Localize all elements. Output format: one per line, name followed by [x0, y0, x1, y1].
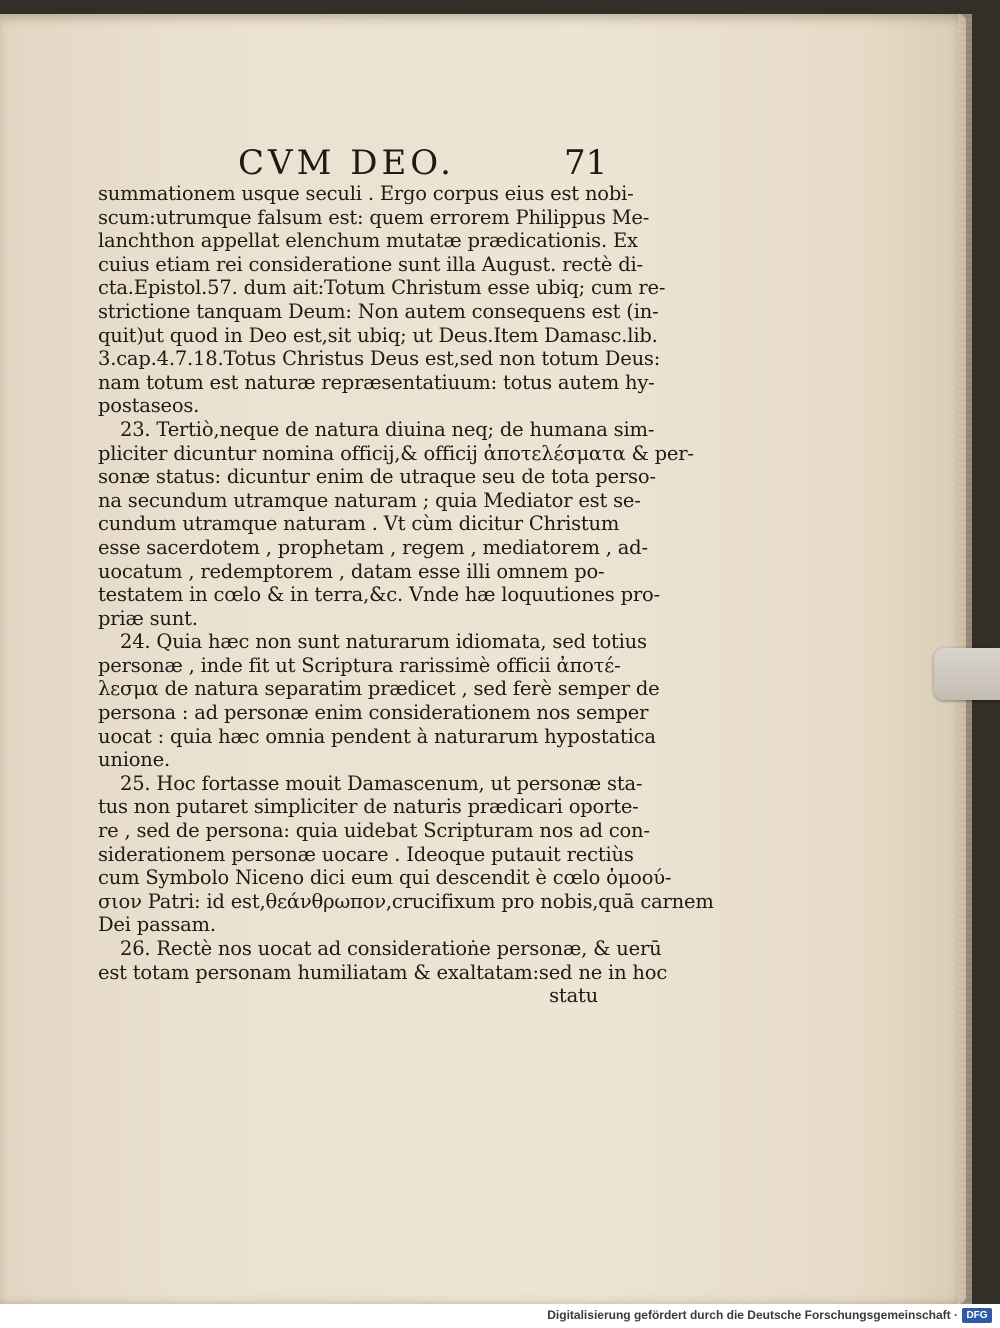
paragraph-26-start: 26. Rectè nos uocat ad consideratioṅe personæ, & uerū — [120, 937, 662, 960]
text-line: testatem in cœlo & in terra,&c. Vnde hæ loquutiones pro- — [98, 583, 660, 607]
text-line: scum:utrumque falsum est: quem errorem Philippus Me- — [98, 205, 650, 229]
text-line: sonæ status: dicuntur enim de utraque seu de tota perso- — [98, 465, 656, 489]
text-line: persona : ad personæ enim considerationem nos semper — [98, 701, 649, 725]
text-line: postaseos. — [98, 394, 200, 418]
paragraph-25-start: 25. Hoc fortasse mouit Damascenum, ut personæ sta- — [120, 771, 643, 795]
text-line: na secundum utramque naturam ; quia Mediator est se- — [98, 488, 641, 512]
text-line: priæ sunt. — [98, 606, 198, 630]
page-number: 71 — [564, 143, 608, 183]
text-line: est totam personam humiliatam & exaltatam:sed ne in hoc — [98, 960, 668, 984]
text-line: σιον Patri: id est,θεάνθρωπον,crucifixum pro nobis,quā carnem — [98, 889, 714, 913]
text-line: quit)ut quod in Deo est,sit ubiq; ut Deus.Item Damasc.lib. — [98, 323, 658, 347]
text-line: cuius etiam rei consideratione sunt illa August. rectè di- — [98, 252, 643, 276]
text-line: lanchthon appellat elenchum mutatæ prædicationis. Ex — [98, 229, 638, 253]
page-header — [238, 143, 618, 183]
text-line: strictione tanquam Deum: Non autem consequens est (in- — [98, 299, 659, 323]
digitization-footer — [0, 1304, 1000, 1328]
text-line: uocat : quia hæc omnia pendent à naturarum hypostatica — [98, 724, 656, 748]
body-text — [98, 182, 714, 1008]
running-head: CVM DEO. — [238, 143, 455, 183]
paragraph-23-start: 23. Tertiò,neque de natura diuina neq; de humana sim- — [120, 417, 655, 441]
text-line: pliciter dicuntur nomina officij,& officij ἀποτελέσματα & per- — [98, 441, 694, 465]
page-marker-tab — [934, 648, 1000, 700]
text-line: 3.cap.4.7.18.Totus Christus Deus est,sed non totum Deus: — [98, 347, 661, 371]
funding-credit: Digitalisierung gefördert durch die Deutsche Forschungsgemeinschaft · — [547, 1308, 958, 1322]
text-line: personæ , inde fit ut Scriptura rarissimè officii ἀποτέ- — [98, 653, 621, 677]
paragraph-24-start: 24. Quia hæc non sunt naturarum idiomata, sed totius — [120, 630, 647, 654]
text-line: λεσμα de natura separatim prædicet , sed ferè semper de — [98, 677, 660, 701]
text-line: esse sacerdotem , prophetam , regem , mediatorem , ad- — [98, 535, 648, 559]
text-line: Dei passam. — [98, 913, 216, 937]
text-line: re , sed de persona: quia uidebat Scripturam nos ad con- — [98, 819, 650, 843]
text-line: cundum utramque naturam . Vt cùm dicitur Christum — [98, 512, 620, 536]
text-line: uocatum , redemptorem , datam esse illi omnem po- — [98, 559, 605, 583]
text-line: cum Symbolo Niceno dici eum qui descendit è cœlo ὁμοού- — [98, 866, 672, 890]
text-line: nam totum est naturæ repræsentatiuum: totus autem hy- — [98, 370, 655, 394]
catchword: statu — [549, 984, 598, 1008]
text-line: summationem usque seculi . Ergo corpus eius est nobi- — [98, 182, 634, 205]
text-line: unione. — [98, 748, 170, 772]
text-line: tus non putaret simpliciter de naturis prædicari oporte- — [98, 795, 639, 819]
dfg-logo: DFG — [962, 1308, 992, 1323]
text-line: siderationem personæ uocare . Ideoque putauit rectiùs — [98, 842, 634, 866]
text-line: cta.Epistol.57. dum ait:Totum Christum esse ubiq; cum re- — [98, 276, 666, 300]
